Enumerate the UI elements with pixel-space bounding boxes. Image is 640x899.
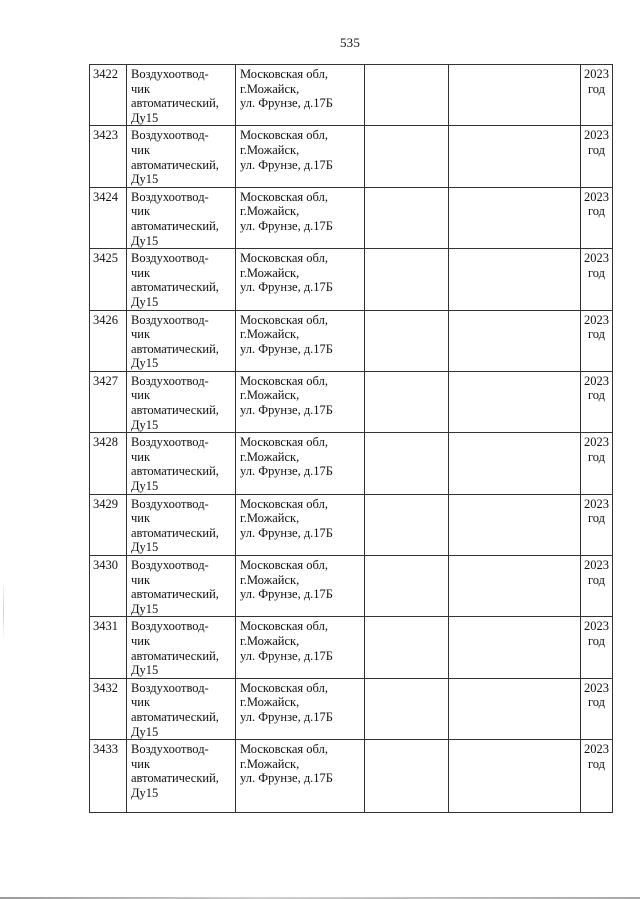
empty-cell [449,556,581,617]
address-line: ул. Фрунзе, д.17Б [240,771,333,786]
year-line: год [587,633,606,648]
year-line: 2023 [584,558,609,572]
item-name-line: Ду15 [131,110,159,125]
empty-cell [449,617,581,678]
table-row [90,433,613,494]
item-name-line: Ду15 [131,479,159,494]
address-line: г.Можайск, [240,81,300,96]
year-line: год [587,756,606,771]
page-number: 535 [339,35,361,50]
table-row [90,617,613,678]
item-name-line: автоматический, [131,218,219,233]
row-number-cell [90,65,127,126]
address-line: Московская обл, [240,312,328,327]
row-number-cell [90,433,127,494]
address-line: ул. Фрунзе, д.17Б [240,587,333,602]
year-cell [581,126,613,187]
year-line: 2023 [584,312,609,327]
empty-cell [449,494,581,555]
address-line: г.Можайск, [240,572,300,587]
address-line: г.Можайск, [240,756,300,771]
table-row [90,494,613,555]
year-line: год [587,449,606,464]
year-cell [581,678,613,739]
scan-edge-shadow [3,580,4,640]
table-row [90,249,613,310]
year-line: год [587,572,606,587]
row-number: 3431 [93,619,118,634]
item-name-line: Ду15 [131,601,159,616]
item-name-cell [127,187,236,248]
address-line: ул. Фрунзе, д.17Б [240,525,333,540]
year-line: год [587,142,606,157]
item-name-line: чик [131,81,151,96]
address-cell [236,617,365,678]
item-name-cell [127,556,236,617]
address-cell [236,187,365,248]
year-cell [581,187,613,248]
inventory-table-body [90,65,613,813]
address-line: Московская обл, [240,67,328,81]
year-line: 2023 [584,619,609,634]
year-line: 2023 [584,680,609,695]
item-name-line: Воздухоотвод- [131,251,209,266]
item-name-line: чик [131,756,151,771]
item-name-line: Воздухоотвод- [131,619,209,634]
year-cell [581,371,613,432]
year-line: год [587,327,606,342]
item-name-line: Ду15 [131,172,159,187]
item-name-cell [127,433,236,494]
address-line: Московская обл, [240,680,328,695]
address-cell [236,371,365,432]
address-line: ул. Фрунзе, д.17Б [240,648,333,663]
item-name-line: чик [131,327,151,342]
row-number-cell [90,310,127,371]
table-row [90,126,613,187]
year-line: год [587,511,606,526]
year-cell [581,433,613,494]
address-line: ул. Фрунзе, д.17Б [240,96,333,111]
item-name-cell [127,371,236,432]
item-name-line: Ду15 [131,356,159,371]
row-number: 3428 [93,435,118,450]
address-line: г.Можайск, [240,265,300,280]
item-name-line: Воздухоотвод- [131,435,209,450]
address-line: г.Можайск, [240,142,300,157]
year-line: год [587,204,606,219]
row-number: 3432 [93,680,118,695]
empty-cell [365,126,449,187]
address-line: Московская обл, [240,619,328,634]
item-name-line: Ду15 [131,785,159,800]
empty-cell [449,740,581,813]
item-name-line: чик [131,572,151,587]
year-cell [581,740,613,813]
address-line: ул. Фрунзе, д.17Б [240,403,333,418]
row-number: 3426 [93,312,118,327]
empty-cell [365,740,449,813]
empty-cell [365,371,449,432]
item-name-line: Ду15 [131,724,159,739]
item-name-cell [127,310,236,371]
inventory-table [89,64,613,813]
item-name-line: чик [131,695,151,710]
year-line: 2023 [584,435,609,450]
year-line: год [587,695,606,710]
item-name-line: автоматический, [131,771,219,786]
empty-cell [449,65,581,126]
row-number: 3427 [93,373,118,388]
empty-cell [365,249,449,310]
item-name-line: Воздухоотвод- [131,67,209,81]
item-name-line: автоматический, [131,157,219,172]
year-line: год [587,265,606,280]
year-cell [581,65,613,126]
address-cell [236,740,365,813]
item-name-cell [127,249,236,310]
item-name-line: чик [131,633,151,648]
table-row [90,678,613,739]
item-name-line: Воздухоотвод- [131,128,209,143]
address-line: г.Можайск, [240,695,300,710]
address-line: Московская обл, [240,251,328,266]
item-name-line: автоматический, [131,403,219,418]
address-line: г.Можайск, [240,633,300,648]
empty-cell [365,617,449,678]
address-line: ул. Фрунзе, д.17Б [240,341,333,356]
row-number: 3425 [93,251,118,266]
row-number: 3422 [93,67,118,81]
empty-cell [449,310,581,371]
year-cell [581,249,613,310]
address-line: г.Можайск, [240,449,300,464]
year-line: 2023 [584,67,609,81]
item-name-line: автоматический, [131,525,219,540]
year-line: 2023 [584,189,609,204]
item-name-line: чик [131,388,151,403]
row-number: 3423 [93,128,118,143]
item-name-line: чик [131,204,151,219]
address-line: Московская обл, [240,558,328,572]
empty-cell [449,371,581,432]
item-name-cell [127,494,236,555]
item-name-line: Воздухоотвод- [131,680,209,695]
row-number-cell [90,371,127,432]
row-number-cell [90,494,127,555]
year-cell [581,494,613,555]
year-cell [581,556,613,617]
row-number: 3429 [93,496,118,511]
item-name-line: Воздухоотвод- [131,558,209,572]
item-name-line: Ду15 [131,417,159,432]
item-name-line: автоматический, [131,464,219,479]
item-name-cell [127,617,236,678]
empty-cell [365,310,449,371]
address-cell [236,678,365,739]
item-name-line: автоматический, [131,280,219,295]
year-line: 2023 [584,373,609,388]
row-number-cell [90,249,127,310]
item-name-line: автоматический, [131,96,219,111]
year-line: 2023 [584,128,609,143]
address-cell [236,310,365,371]
table-row [90,65,613,126]
year-line: 2023 [584,251,609,266]
empty-cell [449,433,581,494]
item-name-cell [127,65,236,126]
item-name-line: автоматический, [131,709,219,724]
address-line: Московская обл, [240,373,328,388]
item-name-line: чик [131,265,151,280]
item-name-line: чик [131,142,151,157]
item-name-line: автоматический, [131,341,219,356]
item-name-line: чик [131,511,151,526]
empty-cell [365,433,449,494]
address-line: Московская обл, [240,128,328,143]
item-name-line: Ду15 [131,233,159,248]
item-name-line: Ду15 [131,663,159,678]
address-line: Московская обл, [240,435,328,450]
table-row [90,371,613,432]
row-number: 3433 [93,742,118,757]
address-cell [236,126,365,187]
table-row [90,556,613,617]
empty-cell [365,678,449,739]
item-name-line: автоматический, [131,587,219,602]
item-name-cell [127,740,236,813]
item-name-line: Воздухоотвод- [131,496,209,511]
address-line: г.Можайск, [240,327,300,342]
item-name-line: Воздухоотвод- [131,373,209,388]
address-line: Московская обл, [240,496,328,511]
item-name-line: Ду15 [131,294,159,309]
year-line: 2023 [584,742,609,757]
row-number: 3424 [93,189,118,204]
row-number-cell [90,617,127,678]
address-line: Московская обл, [240,189,328,204]
year-cell [581,617,613,678]
item-name-cell [127,126,236,187]
table-row [90,740,613,813]
empty-cell [449,678,581,739]
address-line: г.Можайск, [240,204,300,219]
empty-cell [449,126,581,187]
address-cell [236,249,365,310]
empty-cell [365,556,449,617]
item-name-line: Ду15 [131,540,159,555]
row-number: 3430 [93,558,118,572]
address-line: ул. Фрунзе, д.17Б [240,157,333,172]
year-line: 2023 [584,496,609,511]
item-name-line: Воздухоотвод- [131,312,209,327]
row-number-cell [90,126,127,187]
address-line: г.Можайск, [240,388,300,403]
item-name-line: Воздухоотвод- [131,189,209,204]
address-cell [236,556,365,617]
year-line: год [587,81,606,96]
empty-cell [365,187,449,248]
address-line: Московская обл, [240,742,328,757]
empty-cell [365,65,449,126]
address-line: ул. Фрунзе, д.17Б [240,218,333,233]
address-cell [236,433,365,494]
empty-cell [449,249,581,310]
table-row [90,310,613,371]
item-name-line: Воздухоотвод- [131,742,209,757]
empty-cell [365,494,449,555]
address-line: ул. Фрунзе, д.17Б [240,709,333,724]
address-line: г.Можайск, [240,511,300,526]
year-line: год [587,388,606,403]
address-cell [236,494,365,555]
row-number-cell [90,678,127,739]
item-name-cell [127,678,236,739]
address-cell [236,65,365,126]
empty-cell [449,187,581,248]
row-number-cell [90,740,127,813]
year-cell [581,310,613,371]
item-name-line: чик [131,449,151,464]
table-row [90,187,613,248]
row-number-cell [90,556,127,617]
item-name-line: автоматический, [131,648,219,663]
address-line: ул. Фрунзе, д.17Б [240,280,333,295]
address-line: ул. Фрунзе, д.17Б [240,464,333,479]
row-number-cell [90,187,127,248]
